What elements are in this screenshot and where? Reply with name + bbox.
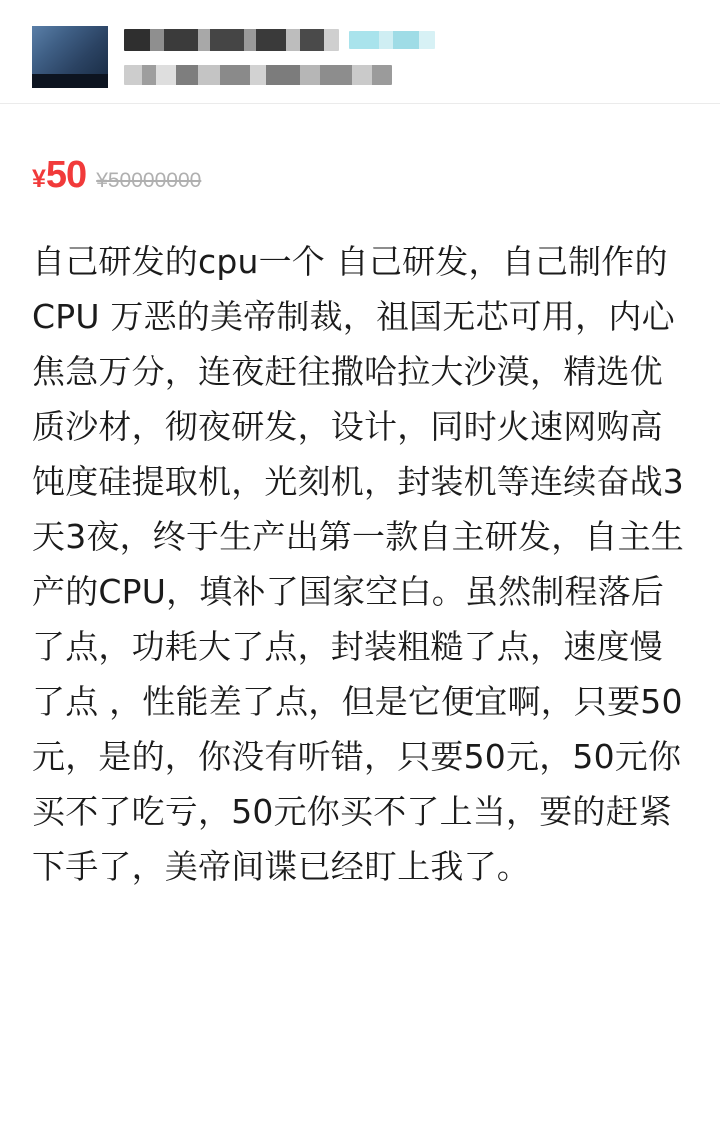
price-section — [0, 104, 720, 194]
original-price: ¥50000000 — [96, 169, 202, 192]
product-description: 自己研发的cpu一个 自己研发，自己制作的CPU 万恶的美帝制裁，祖国无芯可用，内心焦急万分，连夜赶往撒哈拉大沙漠，精选优质沙材，彻夜研发，设计，同时火速网购高饨度硅提取机，光刻机，封装机等连续奋战3天3夜，终于生产出第一款自主研发，自主生产的CPU，填补了国家空白。虽然制程落后了点，功耗大了点，封装粗糙了点，速度慢了点 ，性能差了点，但是它便宜啊，只要50元，是的，你没有听错，只要50元，50元你买不了吃亏，50元你买不了上当，要的赶紧下手了，美帝间谍已经盯上我了。 — [32, 242, 684, 886]
seller-subtitle-redacted — [124, 65, 392, 85]
avatar[interactable] — [32, 26, 108, 88]
seller-header[interactable] — [0, 0, 720, 104]
price-currency-symbol: ¥ — [32, 165, 46, 193]
seller-name-row — [124, 26, 694, 54]
seller-badge-redacted — [349, 31, 435, 49]
current-price: 50 — [45, 154, 87, 196]
seller-info — [124, 22, 694, 88]
seller-name-redacted — [124, 29, 339, 51]
seller-subtitle-row — [124, 62, 694, 88]
